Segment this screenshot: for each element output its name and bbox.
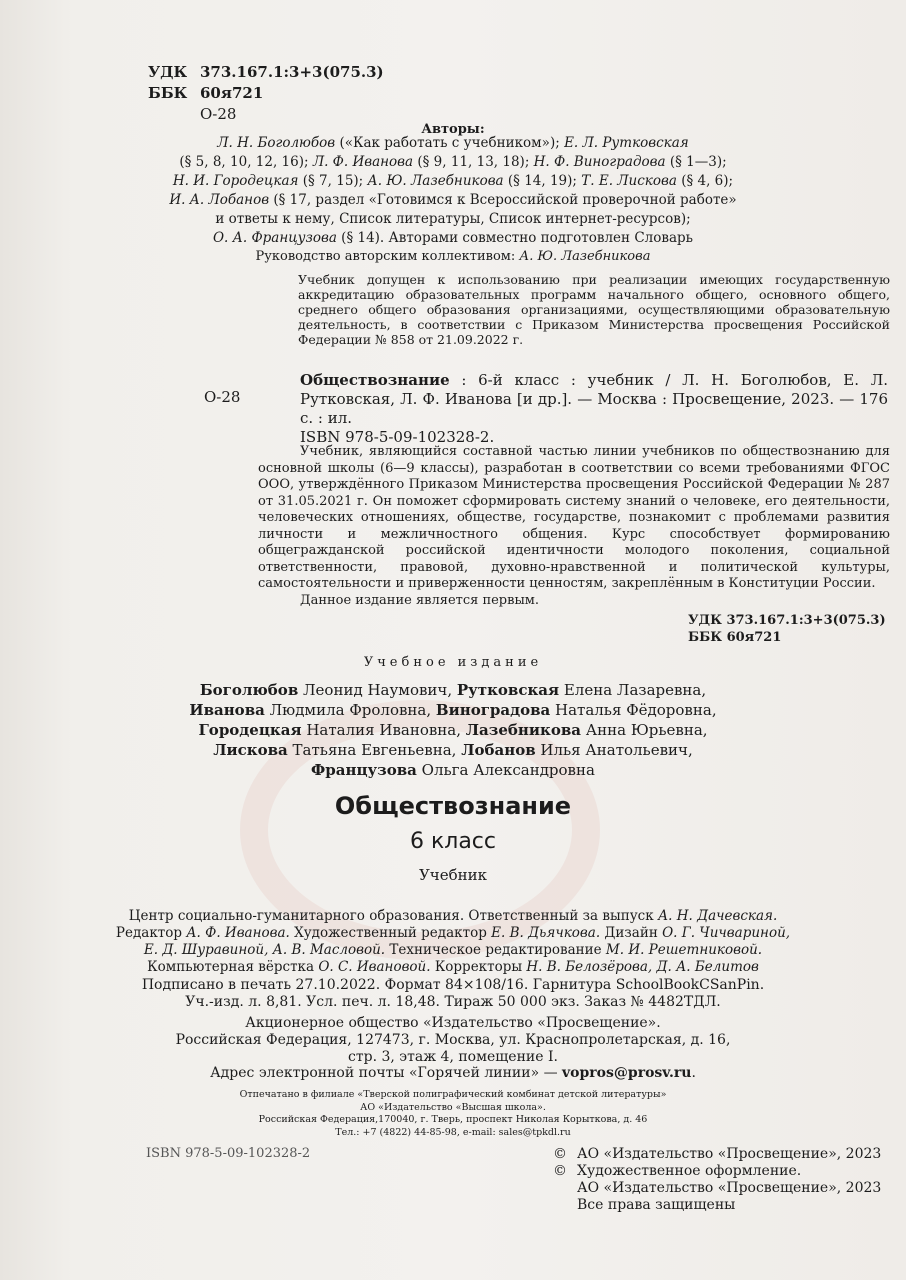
- lead-line: [0, 249, 906, 264]
- isbn-bottom: ISBN 978-5-09-102328-2: [146, 1146, 311, 1161]
- copyright-icon: [553, 1197, 577, 1214]
- credit-line-segment: (§ 4, 6);: [676, 173, 734, 189]
- given-names: Леонид Наумович,: [298, 681, 457, 699]
- credit-line-segment: О. А. Французова: [212, 230, 337, 246]
- credit-line-segment: и ответы к нему, Список литературы, Список интернет-ресурсов);: [215, 211, 691, 227]
- annotation-text: Учебник, являющийся составной частью линии учебников по обществознанию для основной школы (6—9 классы), разработан в соответствии со всеми требованиями ФГОС ООО, утверждённого Приказом Министерства просвещения Российской Федерации № 287 от 31.05.2021 г. Он поможет сформировать систему знаний о человеке, его деятельности, человеческих отношениях, обществе, государстве, познакомит с проблемами развития личности и межличностного общения. Курс способствует формированию общегражданской российской идентичности молодого поколения, социальной ответственности, правовой, духовно-нравственной и политической культуры, самостоятельности и приверженности ценностям, закреплённым в Конституции России.: [258, 444, 890, 591]
- credit-line-segment: И. А. Лобанов: [169, 192, 270, 208]
- surname: Рутковская: [456, 681, 560, 699]
- credit-line-segment: (§ 1—3);: [665, 154, 727, 170]
- given-names: Анна Юрьевна,: [581, 721, 708, 739]
- copyright-text: АО «Издательство «Просвещение», 2023: [577, 1180, 882, 1196]
- publisher-info: [0, 1015, 906, 1066]
- copyright-text: Художественное оформление.: [577, 1163, 802, 1179]
- copyright-icon: ©: [553, 1163, 567, 1179]
- hotline-label: Адрес электронной почты «Горячей линии» —: [210, 1065, 563, 1081]
- first-edition: Данное издание является первым.: [300, 592, 540, 608]
- tech-info: [0, 977, 906, 1011]
- credit-line-segment: Е. Л. Рутковская: [564, 135, 689, 151]
- credit-line-segment: (§ 17, раздел «Готовимся к Всероссийской проверочной работе»: [269, 192, 737, 208]
- bib-code: О-28: [204, 388, 241, 406]
- staff-line-segment: Компьютерная вёрстка: [147, 959, 319, 975]
- bib-rest: : 6-й класс : учебник / Л. Н. Боголюбов, Е. Л. Рутковская, Л. Ф. Иванова [и др.]. — Москва : Просвещение, 2023. — 176 с. : ил.: [300, 371, 888, 427]
- udk-code: 373.167.1:3+3(075.3): [200, 63, 384, 81]
- staff-line-segment: О. Г. Чичвариной,: [662, 925, 791, 941]
- bibliographic-record: [258, 371, 888, 447]
- classification-block: [148, 62, 384, 125]
- printing-line: Тел.: +7 (4822) 44-85-98, e-mail: sales@tpkdl.ru: [335, 1126, 571, 1138]
- staff-line-segment: Редактор: [115, 925, 187, 941]
- credit-line-segment: Т. Е. Лискова: [581, 173, 677, 189]
- bib-isbn: ISBN 978-5-09-102328-2.: [300, 428, 495, 446]
- credit-line-segment: А. Ю. Лазебникова: [367, 173, 504, 189]
- copyright-block: [553, 1146, 881, 1214]
- printing-info: [0, 1089, 906, 1139]
- credit-line: [0, 172, 906, 191]
- given-names: Татьяна Евгеньевна,: [287, 741, 462, 759]
- given-names: Елена Лазаревна,: [559, 681, 707, 699]
- staff-line-segment: Корректоры: [430, 959, 527, 975]
- given-names: Илья Анатольевич,: [535, 741, 693, 759]
- hotline-line: [0, 1065, 906, 1081]
- credit-line: [0, 153, 906, 172]
- book-type: Учебник: [418, 866, 488, 884]
- book-title: Обществознание: [334, 792, 572, 820]
- lead-label: Руководство авторским коллективом:: [255, 249, 520, 264]
- authors-credits: [0, 134, 906, 248]
- credit-line-segment: (§ 9, 11, 13, 18);: [413, 154, 534, 170]
- staff-line-segment: Центр социально-гуманитарного образования. Ответственный за выпуск: [128, 908, 658, 924]
- copyright-line: [553, 1180, 881, 1197]
- staff-line-segment: О. С. Ивановой.: [318, 959, 431, 975]
- printing-line: АО «Издательство «Высшая школа».: [360, 1101, 546, 1113]
- codes-right: [688, 612, 886, 646]
- approval-text: Учебник допущен к использованию при реализации имеющих государственную аккредитацию образовательных программ начального общего, основного общего, среднего общего образования организациями, осуществляющими образовательную деятельность, в соответствии с Приказом Министерства просвещения Российской Федерации № 858 от 21.09.2022 г.: [298, 272, 890, 347]
- name-line: [0, 740, 906, 760]
- surname: Лазебникова: [465, 721, 581, 739]
- bbk-right: ББК 60я721: [688, 630, 782, 645]
- copyright-icon: [553, 1180, 577, 1197]
- staff-line-segment: М. И. Решетниковой.: [605, 942, 763, 958]
- author-sign: О-28: [200, 105, 237, 123]
- annotation: [258, 444, 890, 609]
- name-line: [0, 680, 906, 700]
- publisher-line: Российская Федерация, 127473, г. Москва, ул. Краснопролетарская, д. 16,: [175, 1032, 731, 1048]
- given-names: Ольга Александровна: [416, 761, 595, 779]
- lead-name: А. Ю. Лазебникова: [519, 249, 651, 264]
- credit-line-segment: (§ 14, 19);: [503, 173, 582, 189]
- printing-line: Отпечатано в филиале «Тверской полиграфический комбинат детской литературы»: [239, 1089, 667, 1100]
- surname: Боголюбов: [199, 681, 299, 699]
- credit-line-segment: Л. Н. Боголюбов: [217, 135, 336, 151]
- credit-line: [0, 210, 906, 229]
- bbk-code: 60я721: [200, 84, 264, 102]
- name-line: [0, 720, 906, 740]
- tech-line: Подписано в печать 27.10.2022. Формат 84×108/16. Гарнитура SchoolBookCSanPin.: [141, 977, 765, 993]
- staff-credits: [0, 908, 906, 976]
- staff-line-segment: А. Н. Дачевская.: [657, 908, 778, 924]
- bbk-label: ББК: [148, 84, 188, 102]
- printing-line: Российская Федерация,170040, г. Тверь, проспект Николая Корыткова, д. 46: [258, 1114, 648, 1125]
- copyright-line: [553, 1163, 881, 1180]
- publisher-line: стр. 3, этаж 4, помещение I.: [348, 1049, 558, 1065]
- staff-line: [0, 925, 906, 942]
- udk-label: УДК: [148, 63, 188, 81]
- staff-line-segment: Дизайн: [600, 925, 663, 941]
- credit-line-segment: Н. Ф. Виноградова: [533, 154, 666, 170]
- staff-line: [0, 908, 906, 925]
- name-line: [0, 760, 906, 780]
- staff-line: [0, 942, 906, 959]
- surname: Городецкая: [198, 721, 302, 739]
- staff-line-segment: Е. В. Дьячкова.: [491, 925, 601, 941]
- credit-line-segment: Н. И. Городецкая: [172, 173, 299, 189]
- given-names: Наталия Ивановна,: [301, 721, 466, 739]
- hotline-email: vopros@prosv.ru: [562, 1065, 692, 1081]
- credit-line: [0, 191, 906, 210]
- given-names: Наталья Фёдоровна,: [550, 701, 717, 719]
- given-names: Людмила Фроловна,: [264, 701, 436, 719]
- surname: Лобанов: [461, 741, 536, 759]
- surname: Иванова: [189, 701, 265, 719]
- bib-title: Обществознание: [300, 371, 450, 389]
- tech-line: Уч.-изд. л. 8,81. Усл. печ. л. 18,48. Тираж 50 000 экз. Заказ № 4482ТДЛ.: [185, 994, 721, 1010]
- credit-line-segment: (§ 14). Авторами совместно подготовлен Словарь: [336, 230, 694, 246]
- name-line: [0, 700, 906, 720]
- copyright-text: Все права защищены: [577, 1197, 736, 1213]
- authors-heading: Авторы:: [421, 122, 485, 137]
- grade: 6 класс: [409, 829, 496, 854]
- staff-line-segment: Художественный редактор: [289, 925, 492, 941]
- credit-line: [0, 229, 906, 248]
- copyright-icon: ©: [553, 1146, 567, 1162]
- credit-line-segment: (§ 7, 15);: [298, 173, 368, 189]
- surname: Лискова: [213, 741, 288, 759]
- udk-right: УДК 373.167.1:3+3(075.3): [688, 613, 886, 628]
- edition-type: Учебное издание: [363, 655, 543, 670]
- staff-line: [0, 959, 906, 976]
- credit-line-segment: (§ 5, 8, 10, 12, 16);: [179, 154, 313, 170]
- copyright-text: АО «Издательство «Просвещение», 2023: [577, 1146, 882, 1162]
- credit-line-segment: («Как работать с учебником»);: [335, 135, 565, 151]
- staff-line-segment: Е. Д. Шуравиной, А. В. Масловой.: [143, 942, 386, 958]
- full-names: [0, 680, 906, 780]
- hotline-end: .: [691, 1065, 696, 1081]
- staff-line-segment: Техническое редактирование: [385, 942, 606, 958]
- copyright-line: [553, 1197, 881, 1214]
- copyright-line: [553, 1146, 881, 1163]
- surname: Французова: [311, 761, 417, 779]
- publisher-line: Акционерное общество «Издательство «Просвещение».: [245, 1015, 661, 1031]
- credit-line-segment: Л. Ф. Иванова: [312, 154, 414, 170]
- staff-line-segment: А. Ф. Иванова.: [186, 925, 290, 941]
- staff-line-segment: Н. В. Белозёрова, Д. А. Белитов: [526, 959, 759, 975]
- credit-line: [0, 134, 906, 153]
- surname: Виноградова: [435, 701, 551, 719]
